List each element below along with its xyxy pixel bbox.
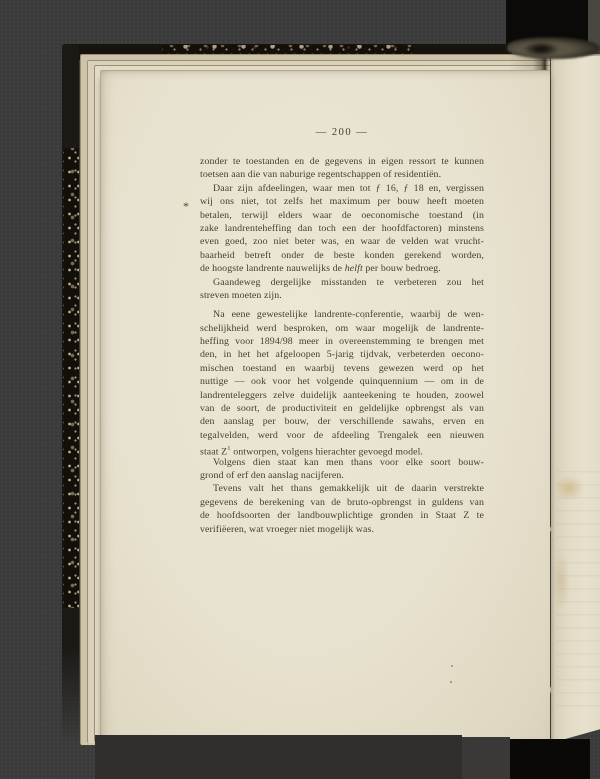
shadow-below-page: [95, 735, 462, 779]
book-cover-left-edge: [62, 44, 79, 744]
text-line: verifiëeren, wat vroeger niet mogelijk was.: [200, 523, 375, 535]
margin-footnote-mark: *: [183, 199, 189, 213]
foxing-speck: [451, 665, 453, 667]
text-line: streven moeten zijn.: [200, 289, 282, 301]
text-line: Daar zijn afdeelingen, waar men tot ƒ 16, ƒ 18 en, vergissen: [213, 182, 485, 194]
text-line: zake landrenteheffing dan toch een der hoofdfactoren) minstens: [200, 222, 484, 234]
cover-void-bottom: [510, 739, 590, 779]
text-line: even goed, zoo niet beter was, en waar de velden wat vrucht-: [200, 236, 484, 248]
text-line: van de soort, de productiviteit en geldelijke opbrengst als van: [200, 403, 484, 415]
text-line: de hoofdsoorten der landbouwplichtige gronden in Staat Z te: [200, 510, 484, 522]
page-number: — 200 —: [315, 127, 369, 138]
text-line: heffing voor 1894/98 meer in overeenstemming te brengen met: [200, 336, 484, 348]
text-line: Gaandeweg dergelijke misstanden te verbeteren zou het: [213, 276, 484, 288]
headband-shadow: [524, 42, 558, 56]
text-line: mischen toestand en waarbij tevens gewezen werd op het: [200, 362, 484, 374]
text-line: gegevens de berekening van de bruto-opbrengst in guldens van: [200, 496, 484, 508]
page-text: [200, 155, 484, 536]
text-line: den, in het het afgeloopen 5-jarig tijdvak, verbeterden oecono-: [200, 349, 484, 361]
text-line: toetsen aan die van naburige regentschappen of residentiën.: [200, 169, 442, 181]
text-line: baarheid betreft onder de beste konden gerekend worden,: [200, 249, 484, 261]
text-line: grond of erf den aanslag nacijferen.: [200, 469, 344, 481]
text-line: zonder te toestanden en de gegevens in eigen ressort te kunnen: [200, 156, 484, 167]
text-line: schelijkheid werd besproken, om waar mogelijk de landrente-: [200, 322, 484, 334]
text-line: staat $Z^1$ ontworpen, volgens hierachter gevoegd model.: [200, 445, 423, 458]
facing-page: [551, 54, 600, 743]
text-line: de hoogste landrente nauwelijks de helft per bouw bedroeg.: [200, 263, 441, 275]
text-line: landrenteleggers zelve duidelijk aanteekening te houden, zoowel: [200, 389, 484, 401]
text-line: tegalvelden, werd voor de afdeeling Trengalek een nieuwen: [200, 429, 484, 441]
foxing-speck: [450, 681, 452, 683]
text-line: Tevens valt het thans gemakkelijk uit de daarin verstrekte: [213, 483, 484, 495]
text-line: wij ons niet, tot zelfs het maximum per bouw heeft moeten: [200, 196, 484, 208]
text-line: Na eene gewestelijke landrente-conferentie, waarbij de wen-: [213, 309, 484, 321]
text-line: den aanslag per bouw, der verschillende sawahs, erven en: [200, 416, 484, 428]
text-line: Volgens dien staat kan men thans voor elke soort bouw-: [213, 456, 484, 468]
text-line: betalen, terwijl elders waar de oeconomische toestand (in: [200, 209, 484, 221]
text-line: nuttige — ook voor het volgende quinquennium — om in de: [200, 376, 484, 388]
marbled-paper-left: [63, 148, 79, 608]
shadow-column: [462, 737, 510, 779]
paper-stain: [554, 475, 584, 501]
